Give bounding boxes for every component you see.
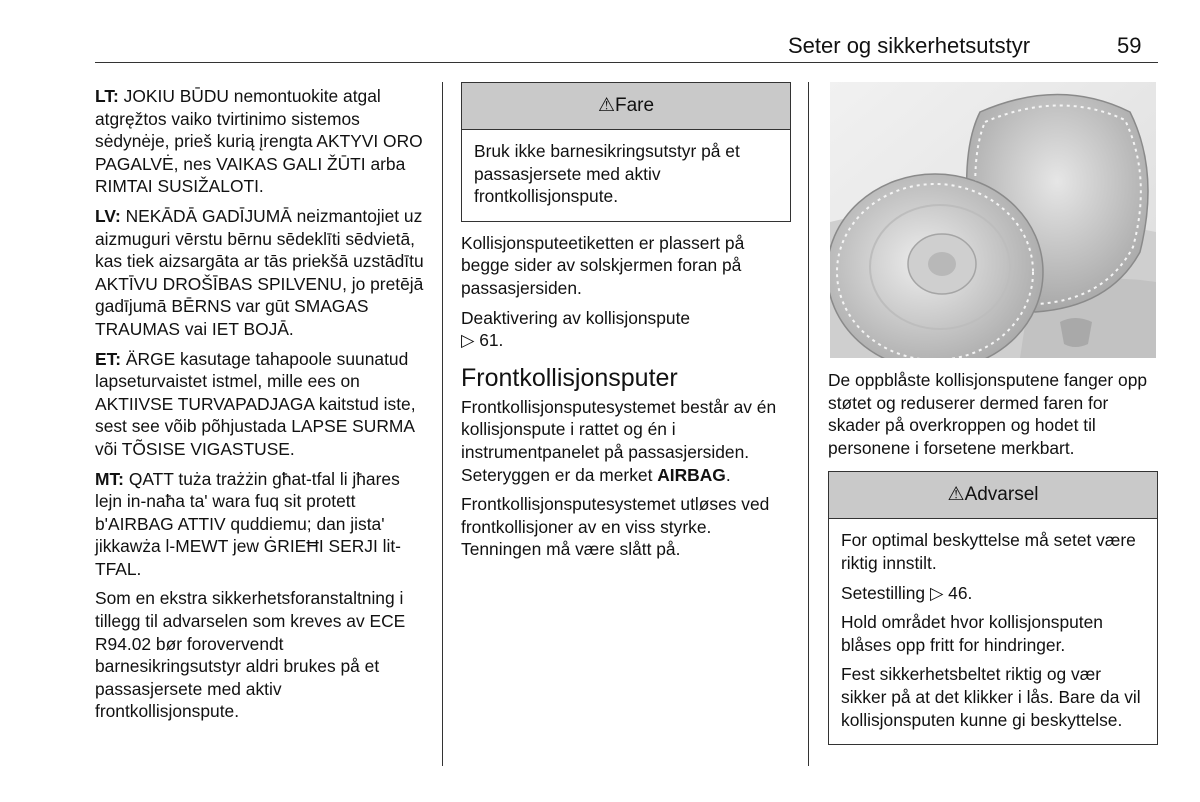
danger-box-body (462, 130, 790, 221)
danger-box-header (462, 83, 790, 130)
paragraph-lv (95, 205, 427, 341)
system-description (461, 396, 791, 486)
page-ref-arrow-icon: ▷ (929, 582, 944, 603)
paragraph-mt (95, 468, 427, 581)
airbag-mark: AIRBAG (657, 464, 726, 485)
page-ref-link[interactable]: 46. (943, 582, 973, 603)
warning-box-body (829, 519, 1157, 744)
section-title: Frontkollisjonsputer (461, 363, 678, 392)
page-ref-arrow-icon: ▷ (461, 330, 475, 351)
deactivation-reference (461, 307, 791, 352)
figure-caption: De oppblåste kollisjonsputene fanger opp støtet og reduserer dermed faren for skader på overkroppen og hodet til personene i forsetene merkbart. (828, 370, 1148, 458)
paragraph-text: QATT tuża trażżin għat-tfal li jħares lejn in-naħa ta' wara fuq sit protett b'AIRBAG ATTIV quddiemu; dan jista' jikkawża l-MEWT jew ĠRIEĦI SERJI lit-TFAL. (95, 468, 401, 579)
danger-heading: Fare (614, 95, 655, 116)
warning-box (828, 471, 1158, 745)
system-activation-text: Frontkollisjonsputesystemet utløses ved frontkollisjoner av en viss styrke. Tenningen må være slått på. (461, 494, 770, 560)
warning-triangle-icon: ⚠ (597, 95, 615, 116)
warning-text-3: Hold området hvor kollisjonsputen blåses opp fritt for hindringer. (841, 612, 1103, 655)
column-3 (828, 369, 1158, 745)
warning-triangle-icon: ⚠ (947, 484, 965, 506)
warning-text-4: Fest sikkerhetsbeltet riktig og vær sikker på at det klikker i lås. Bare da vil kollisjonsputen kunne gi beskyttelse. (841, 664, 1141, 730)
warning-heading: Advarsel (964, 484, 1039, 506)
paragraph-text: ÄRGE kasutage tahapoole suunatud lapseturvaistet istmel, mille ees on AKTIIVSE TURVAPADJAGA kaitstud iste, sest see võib põhjustada LAPSE SURMA või TÕSISE VIGASTUSE. (95, 348, 416, 459)
lang-label: LV: (95, 205, 121, 226)
deactivation-text: Deaktivering av kollisjonspute (461, 307, 691, 328)
lang-label: MT: (95, 468, 124, 489)
header-title: Seter og sikkerhetsutstyr (788, 33, 1031, 58)
closing-paragraph: Som en ekstra sikkerhetsforanstaltning i tillegg til advarselen som kreves av ECE R94.02 bør forovervendt barnesikringsutstyr aldri brukes på et passasjersete med aktiv frontkollisjonspute. (95, 588, 406, 722)
danger-text: Bruk ikke barnesikringsutstyr på et passasjersete med aktiv frontkollisjonspute. (474, 141, 740, 207)
seat-adjust-reference (841, 582, 1145, 605)
period: . (725, 464, 731, 485)
warning-text-1: For optimal beskyttelse må setet være riktig innstilt. (841, 530, 1136, 573)
column-divider-1 (442, 82, 443, 766)
page-number: 59 (1117, 33, 1142, 58)
lang-label: ET: (95, 348, 122, 369)
paragraph-lt (95, 85, 427, 198)
warning-box-header (829, 472, 1157, 519)
lang-label: LT: (95, 86, 119, 106)
column-divider-2 (808, 82, 809, 766)
header-rule (95, 62, 1158, 63)
paragraph-text: NEKĀDĀ GADĪJUMĀ neizmantojiet uz aizmuguri vērstu bērnu sēdeklīti sēdvietā, kas tiek aizsargāta ar tās priekšā uzstādītu AKTĪVU DROŠĪBAS SPILVENU, jo pretējā gadījumā BĒRNS var gūt SMAGAS TRAUMAS vai IET BOJĀ. (95, 205, 424, 339)
system-text: Frontkollisjonsputesystemet består av én kollisjonspute i rattet og én i instrumentpanelet på passasjersiden. Seteryggen er da merket (461, 396, 777, 485)
label-location-text: Kollisjonsputeetiketten er plassert på begge sider av solskjermen foran på passasjersiden. (461, 232, 745, 298)
page-ref-link[interactable]: 61. (474, 330, 504, 351)
seat-adjust-text: Setestilling (841, 582, 926, 603)
danger-box (461, 82, 791, 222)
paragraph-text: JOKIU BŪDU nemontuokite atgal atgręžtos vaiko tvirtinimo sistemos sėdynėje, prieš kurią įrengta AKTYVI ORO PAGALVĖ, nes VAIKAS GALI ŽŪTI arba RIMTAI SUSIŽALOTI. (95, 86, 423, 197)
paragraph-et (95, 348, 427, 461)
column-2 (461, 82, 791, 568)
airbag-illustration-icon (830, 82, 1156, 358)
column-1 (95, 85, 427, 730)
